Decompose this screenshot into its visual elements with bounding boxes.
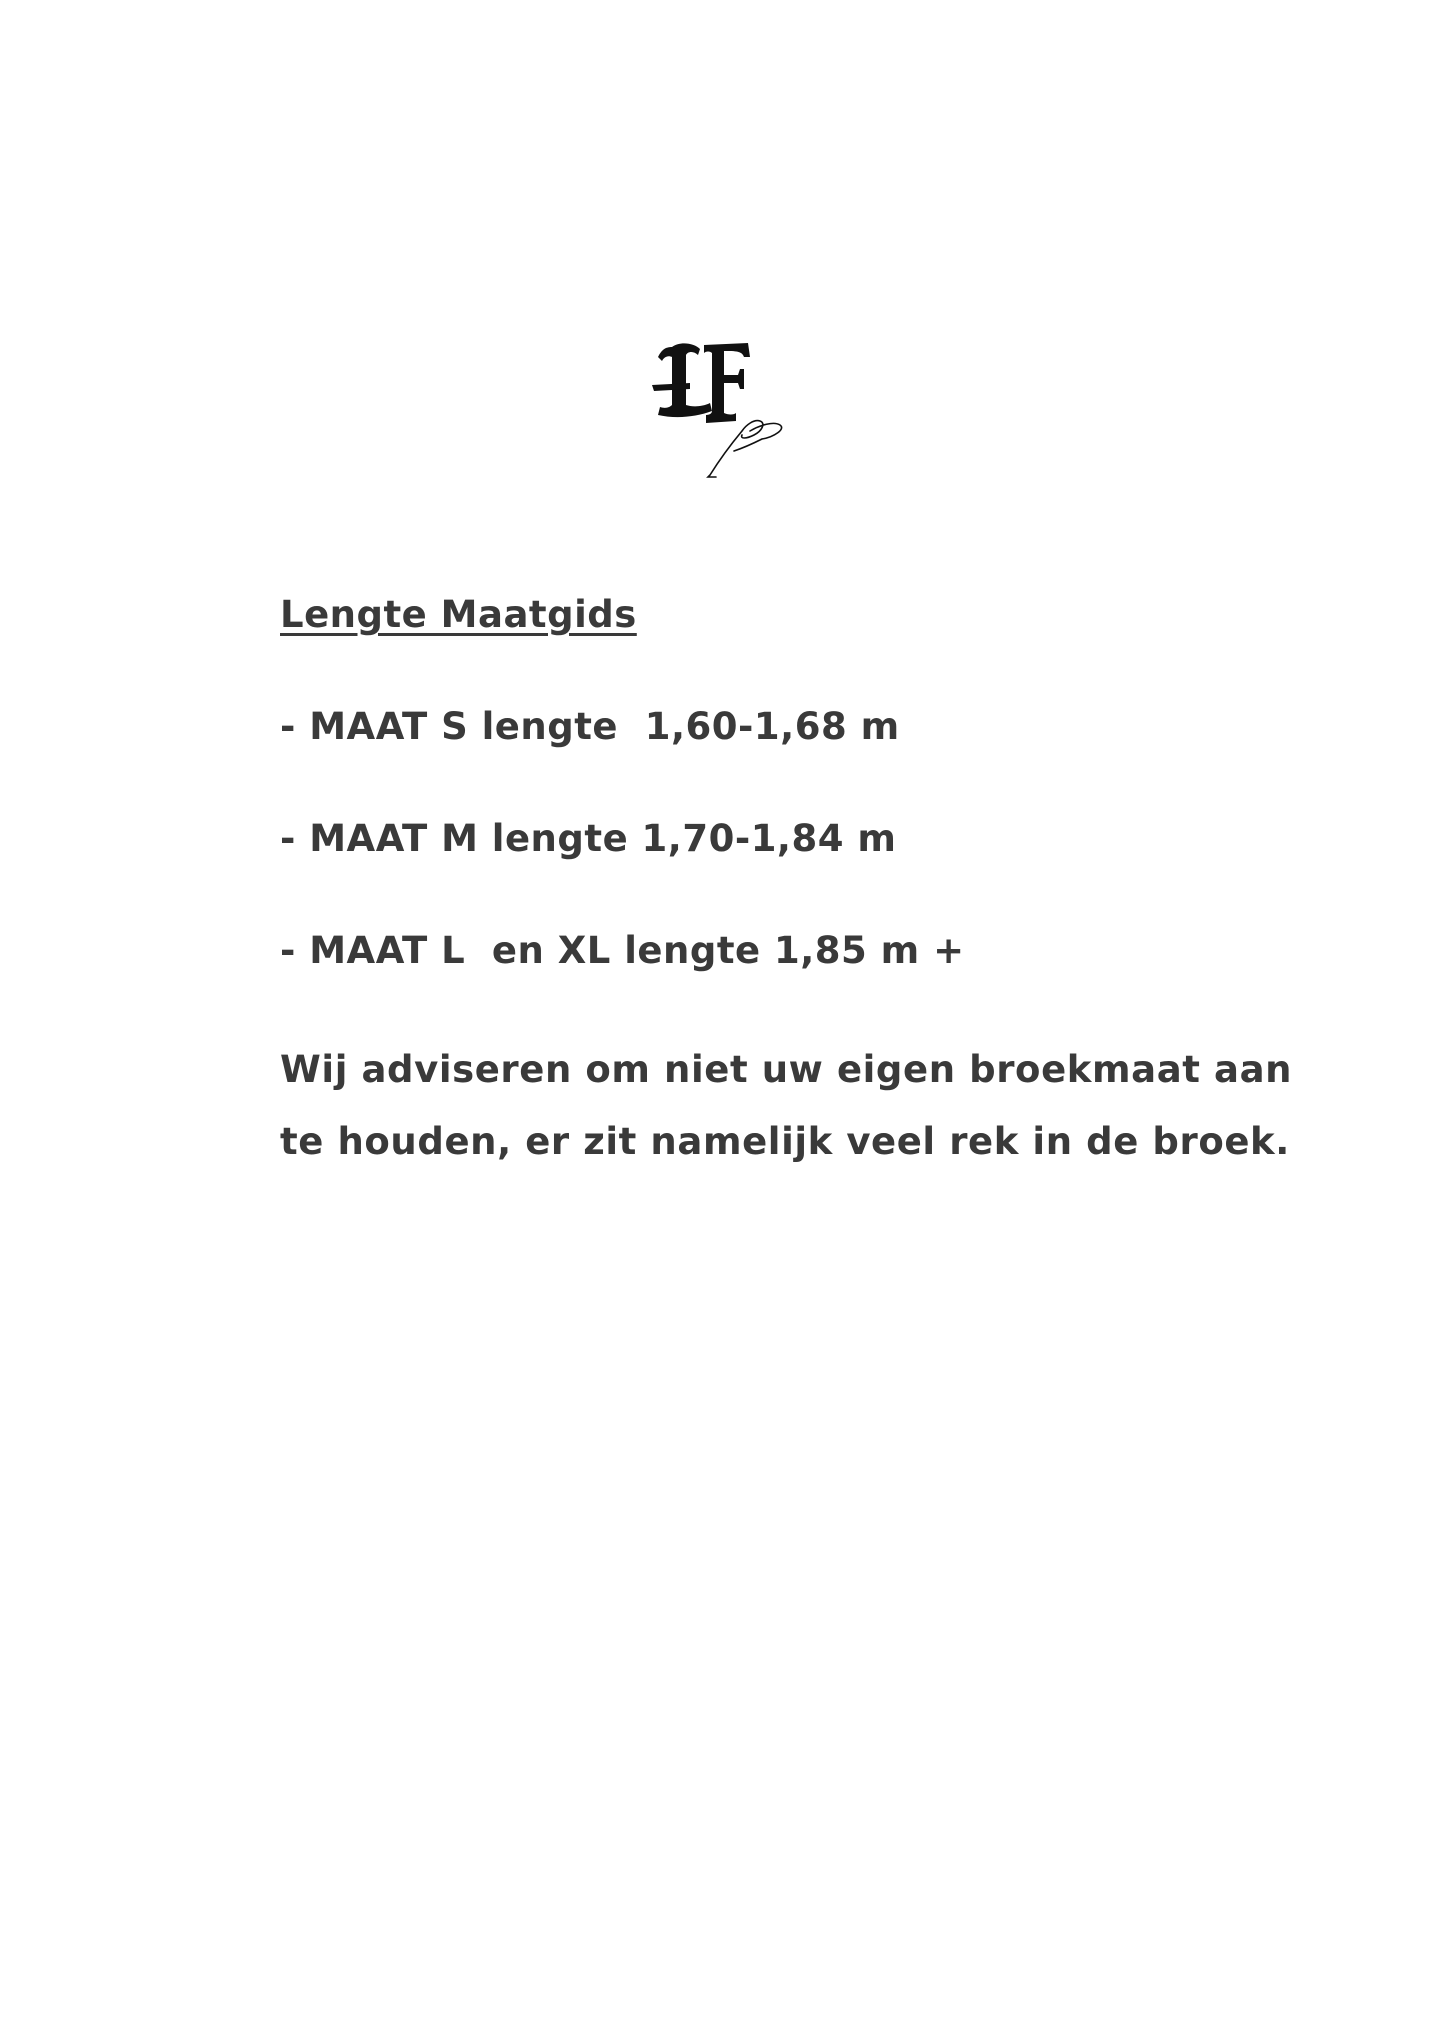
size-line-s: - MAAT S lengte 1,60-1,68 m [280,705,900,748]
page-title: Lengte Maatgids [280,593,637,636]
brand-logo-icon [650,335,790,485]
brand-logo [650,335,790,485]
advice-line-1: Wij adviseren om niet uw eigen broekmaat aan [280,1048,1293,1091]
size-guide [280,590,1360,1178]
advice-text [280,1034,1360,1178]
advice-line-2: te houden, er zit namelijk veel rek in de broek. [280,1120,1290,1163]
size-line-l-xl: - MAAT L en XL lengte 1,85 m + [280,929,965,972]
size-line-m: - MAAT M lengte 1,70-1,84 m [280,817,897,860]
